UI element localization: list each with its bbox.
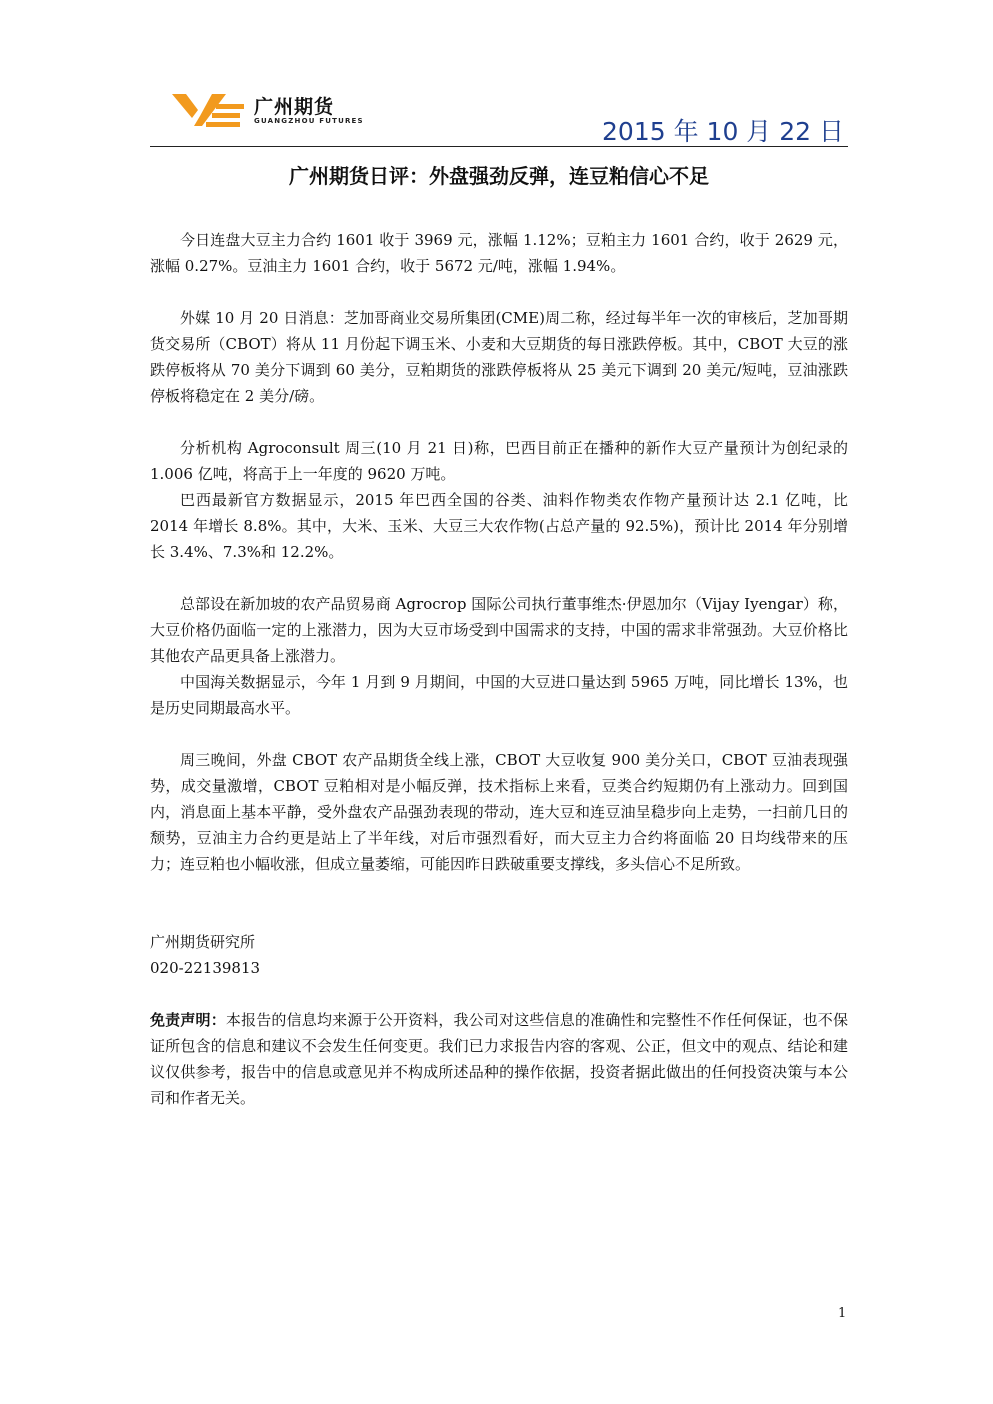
paragraph-agroconsult: 分析机构 Agroconsult 周三(10 月 21 日)称，巴西目前正在播种的新作大豆产量预计为创纪录的 1.006 亿吨，将高于上一年度的 9620 万吨。 [150,439,848,483]
disclaimer-label: 免责声明： [150,1011,226,1029]
paragraph-market-review: 周三晚间，外盘 CBOT 农产品期货全线上涨，CBOT 大豆收复 900 美分关口，CBOT 豆油表现强势，成交量激增，CBOT 豆粕相对是小幅反弹，技术指标上来看，豆类合约短期仍有上涨动力。回到国内，消息面上基本平静，受外盘农产品强劲表现的带动，连大豆和连豆油呈稳步向上走势，一扫前几日的颓势，豆油主力合约更是站上了半年线，对后市强烈看好，而大豆主力合约将面临 20 日均线带来的压力；连豆粕也小幅收涨，但成立量萎缩，可能因昨日跌破重要支撑线，多头信心不足所致。 [150,751,848,873]
paragraph-market-close: 今日连盘大豆主力合约 1601 收于 3969 元，涨幅 1.12%；豆粕主力 1601 合约，收于 2629 元，涨幅 0.27%。豆油主力 1601 合约，收于 5672 元/吨，涨幅 1.94%。 [150,231,848,275]
header-divider [150,146,848,147]
company-logo [172,92,372,134]
paragraph-agrocrop: 总部设在新加坡的农产品贸易商 Agrocrop 国际公司执行董事维杰·伊恩加尔（Vijay Iyengar）称，大豆价格仍面临一定的上涨潜力，因为大豆市场受到中国需求的支持，中国的需求非常强劲。大豆价格比其他农产品更具备上涨潜力。 [150,595,848,665]
logo-chinese-name: 广州期货 [254,96,335,118]
disclaimer [150,1007,848,1111]
page-header [150,88,848,150]
logo-english-name: GUANGZHOU FUTURES [254,117,364,125]
report-date: 2015 年 10 月 22 日 [602,117,844,146]
report-body [150,227,848,1111]
footer-phone: 020-22139813 [150,959,261,977]
paragraph-china-customs: 中国海关数据显示，今年 1 月到 9 月期间，中国的大豆进口量达到 5965 万吨，同比增长 13%，也是历史同期最高水平。 [150,673,848,717]
report-title: 广州期货日评：外盘强劲反弹，连豆粕信心不足 [289,164,709,188]
footer-org: 广州期货研究所 [150,933,256,951]
disclaimer-text: 本报告的信息均来源于公开资料，我公司对这些信息的准确性和完整性不作任何保证，也不保证所包含的信息和建议不会发生任何变更。我们已力求报告内容的客观、公正，但文中的观点、结论和建议仅供参考，报告中的信息或意见并不构成所述品种的操作依据，投资者据此做出的任何投资决策与本公司和作者无关。 [150,1011,848,1107]
page-number: 1 [838,1306,847,1321]
paragraph-brazil-data: 巴西最新官方数据显示，2015 年巴西全国的谷类、油料作物类农作物产量预计达 2.1 亿吨，比 2014 年增长 8.8%。其中，大米、玉米、大豆三大农作物(占总产量的 92.5%)，预计比 2014 年分别增长 3.4%、7.3%和 12.2%。 [150,491,848,561]
paragraph-cme-limits: 外媒 10 月 20 日消息：芝加哥商业交易所集团(CME)周二称，经过每半年一次的审核后，芝加哥期货交易所（CBOT）将从 11 月份起下调玉米、小麦和大豆期货的每日涨跌停板。其中，CBOT 大豆的涨跌停板将从 70 美分下调到 60 美分，豆粕期货的涨跌停板将从 25 美元下调到 20 美元/短吨，豆油涨跌停板将稳定在 2 美分/磅。 [150,309,848,405]
logo-mark-icon [172,92,250,132]
